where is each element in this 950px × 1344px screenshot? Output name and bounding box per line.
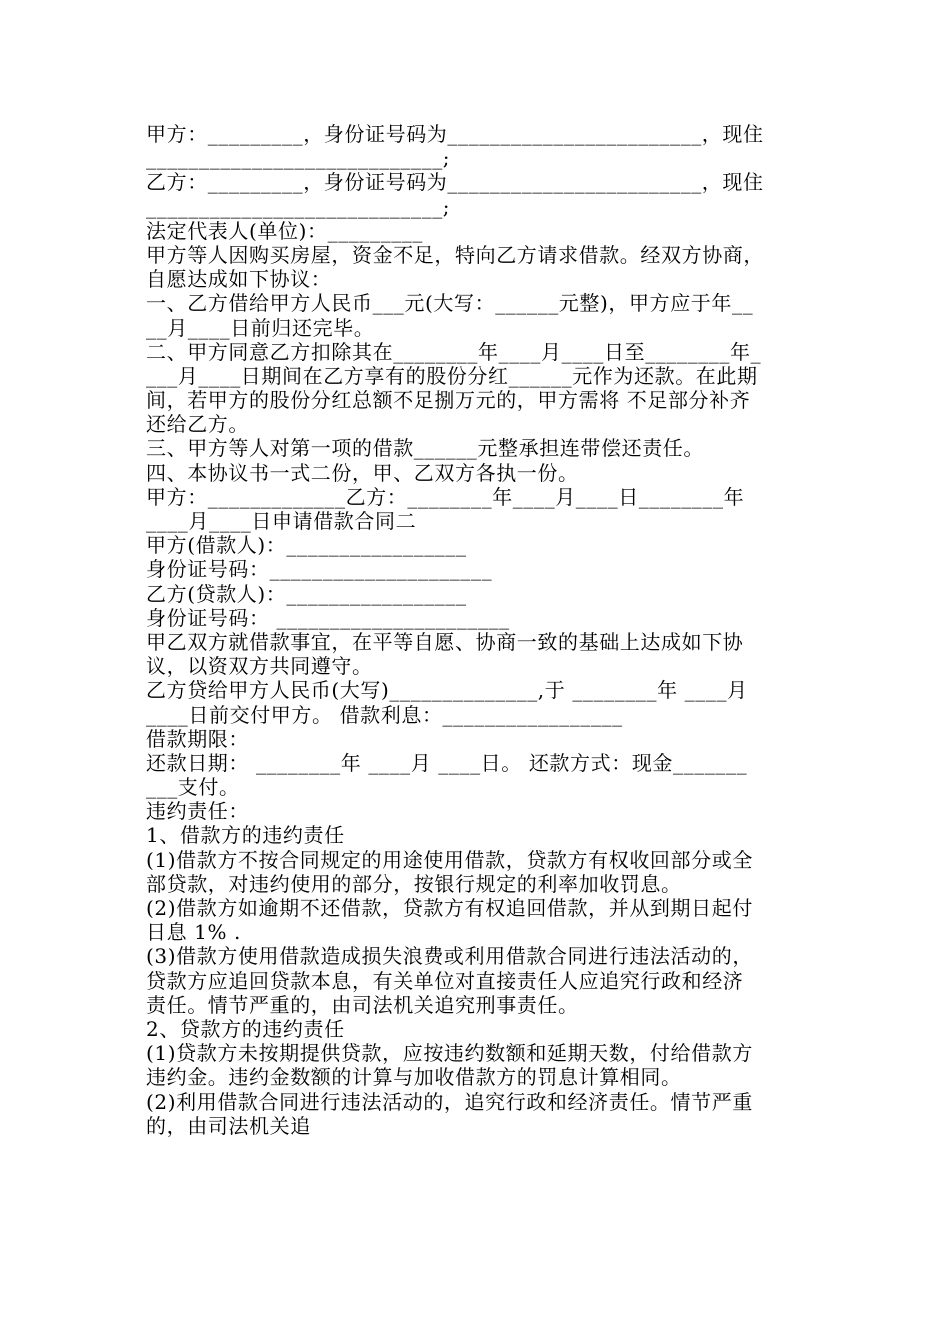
document-body bbox=[146, 122, 824, 1138]
document-line: 日息 1% . bbox=[146, 920, 242, 945]
document-line: (1)贷款方未按期提供贷款，应按违约数额和延期天数，付给借款方 bbox=[146, 1041, 753, 1066]
document-line: (1)借款方不按合同规定的用途使用借款，贷款方有权收回部分或全 bbox=[146, 847, 753, 872]
document-line: ____________________________; bbox=[146, 146, 451, 171]
document-line: 自愿达成如下协议： bbox=[146, 267, 332, 292]
document-line: 甲乙双方就借款事宜，在平等自愿、协商一致的基础上达成如下协 bbox=[146, 629, 744, 654]
document-line: 的，由司法机关追 bbox=[146, 1113, 311, 1138]
document-line: 违约责任： bbox=[146, 799, 249, 824]
document-line: (2)借款方如逾期不还借款，贷款方有权追回借款，并从到期日起付 bbox=[146, 896, 753, 920]
document-line: 还款日期： ________年 ____月 ____日。 还款方式：现金_______ bbox=[146, 750, 748, 775]
document-line: 甲方：_____________乙方：________年____月____日________年 bbox=[146, 484, 745, 509]
document-line: 法定代表人(单位)：_________ bbox=[146, 218, 424, 243]
document-line: 议，以资双方共同遵守。 bbox=[146, 654, 373, 679]
document-line: 四、本协议书一式二份，甲、乙双方各执一份。 bbox=[146, 460, 579, 485]
document-line: __月____日前归还完毕。 bbox=[146, 315, 375, 340]
document-line: ____日前交付甲方。 借款利息：_________________ bbox=[146, 702, 623, 727]
document-line: (2)利用借款合同进行违法活动的，追究行政和经济责任。情节严重 bbox=[146, 1089, 753, 1114]
document-line: 2、贷款方的违约责任 bbox=[146, 1016, 345, 1041]
document-line: 乙方贷给甲方人民币(大写)______________,于 ________年 ____月 bbox=[146, 678, 748, 703]
document-line: 一、乙方借给甲方人民币___元(大写：______元整)，甲方应于年__ bbox=[146, 291, 754, 316]
document-line: 身份证号码：_____________________ bbox=[146, 557, 493, 582]
document-line: 乙方(贷款人)：_________________ bbox=[146, 581, 467, 606]
document-line: 贷款方应追回贷款本息，有关单位对直接责任人应追究行政和经济 bbox=[146, 968, 744, 993]
document-line: 身份证号码： ______________________ bbox=[146, 605, 510, 630]
document-line: 违约金。违约金数额的计算与加收借款方的罚息计算相同。 bbox=[146, 1065, 682, 1090]
document-line: 借款期限： bbox=[146, 726, 249, 751]
document-line: ____月____日申请借款合同二 bbox=[146, 509, 417, 533]
document-line: 还给乙方。 bbox=[146, 412, 249, 437]
document-line: 甲方：_________，身份证号码为________________________，现住 bbox=[146, 122, 764, 146]
document-line: ___支付。 bbox=[146, 775, 240, 800]
document-line: ___月____日期间在乙方享有的股份分红______元作为还款。在此期 bbox=[146, 363, 758, 388]
document-line: 1、借款方的违约责任 bbox=[146, 823, 345, 848]
document-line: ____________________________; bbox=[146, 194, 451, 219]
document-line: 部贷款，对违约使用的部分，按银行规定的利率加收罚息。 bbox=[146, 871, 682, 896]
document-line: 三、甲方等人对第一项的借款______元整承担连带偿还责任。 bbox=[146, 436, 704, 461]
document-line: 乙方：_________，身份证号码为________________________，现住 bbox=[146, 170, 764, 195]
document-line: 二、甲方同意乙方扣除其在________年____月____日至________年_ bbox=[146, 339, 762, 364]
document-line: 甲方(借款人)：_________________ bbox=[146, 533, 467, 558]
document-line: 甲方等人因购买房屋，资金不足，特向乙方请求借款。经双方协商， bbox=[146, 242, 764, 267]
document-line: 责任。情节严重的，由司法机关追究刑事责任。 bbox=[146, 992, 579, 1017]
document-line: 间，若甲方的股份分红总额不足捌万元的，甲方需将 不足部分补齐 bbox=[146, 388, 751, 413]
document-line: (3)借款方使用借款造成损失浪费或利用借款合同进行违法活动的， bbox=[146, 944, 753, 969]
